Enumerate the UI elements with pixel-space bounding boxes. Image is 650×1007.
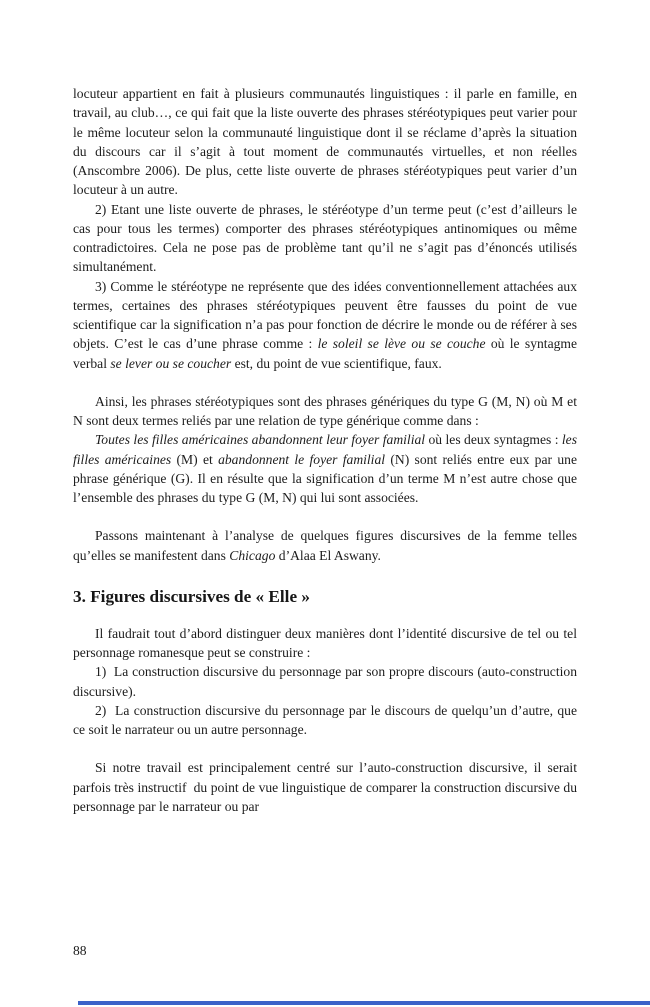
text-segment: d’Alaa El Aswany. [275, 547, 381, 563]
paragraph-point-3 [73, 277, 577, 373]
paragraph-generic-phrases [73, 392, 577, 431]
page-number: 88 [73, 943, 87, 958]
paragraph-continuation [73, 84, 577, 200]
text-segment: où le syntagme verbal [73, 336, 578, 371]
text-segment: (N) sont reliés entre eux par une phrase générique (G). Il en résulte que la signification d’un terme M n’est autre chose que l’ensemble des phrases du type G (M, N) qui lui sont associées. [73, 451, 577, 505]
italic-example: se lever ou se coucher [110, 355, 232, 371]
italic-example: Toutes les filles américaines abandonnent leur foyer familial [95, 432, 426, 448]
text-segment: 1) La construction discursive du personnage par son propre discours (auto-construction discursive). [73, 664, 577, 699]
text-segment: locuteur appartient en fait à plusieurs communautés linguistiques : il parle en famille, en travail, au club…, ce qui fait que la liste ouverte des phrases stéréotypiques peut varier pour le même locuteur selon la communauté linguistique dont il se réclame d’après la situation du discours car il s’agit à tout moment de communautés virtuelles, et non réelles (Anscombre 2006). De plus, cette liste ouverte de phrases stéréotypiques peut varier d’un locuteur à un autre. [73, 86, 577, 198]
text-segment: 3) Comme le stéréotype ne représente que des idées conventionnellement attachées aux termes, certaines des phrases stéréotypiques peuvent être fausses du point de vue scientifique car la signification n’a pas pour fonction de décrire le monde ou de référer à ses objets. C’est le cas d’une phrase comme : [73, 278, 577, 352]
paragraph-two-manners [73, 624, 577, 663]
paragraph-example-sentence [73, 430, 577, 507]
italic-example: abandonnent le foyer familial [218, 451, 386, 467]
paragraph-point-2 [73, 200, 577, 277]
text-segment: Si notre travail est principalement centré sur l’auto-construction discursive, il serait parfois très instructif du point de vue linguistique de comparer la construction discursive du personnage par le narrateur ou par [73, 760, 577, 814]
blank-line [73, 373, 577, 392]
text-segment: Passons maintenant à l’analyse de quelques figures discursives de la femme telles qu’elles se manifestent dans [73, 528, 577, 563]
text-block [73, 84, 577, 816]
book-title: Chicago [229, 547, 276, 563]
text-segment: 2) La construction discursive du personnage par le discours de quelqu’un d’autre, que ce soit le narrateur ou un autre personnage. [73, 702, 577, 737]
italic-example: les filles américaines [73, 432, 577, 467]
text-segment: est, du point de vue scientifique, faux. [231, 355, 442, 371]
italic-example: le soleil se lève ou se couche [317, 336, 486, 352]
bottom-accent-line [78, 1001, 650, 1005]
paragraph-transition [73, 526, 577, 565]
text-segment: (M) et [171, 451, 219, 467]
text-segment: où les deux syntagmes : [425, 432, 562, 448]
list-item-2 [73, 701, 577, 740]
section-heading: 3. Figures discursives de « Elle » [73, 586, 310, 606]
blank-line [73, 507, 577, 526]
list-item-1 [73, 662, 577, 701]
text-segment: 2) Etant une liste ouverte de phrases, le stéréotype d’un terme peut (c’est d’ailleurs le cas pour tous les termes) comporter des phrases stéréotypiques antinomiques ou même contradictoires. Cela ne pose pas de problème tant qu’il ne s’agit pas d’énoncés utilisés simultanément. [73, 201, 577, 275]
text-segment: Il faudrait tout d’abord distinguer deux manières dont l’identité discursive de tel ou tel personnage romanesque peut se construire : [73, 625, 577, 660]
paragraph-closing [73, 758, 577, 816]
text-segment: Ainsi, les phrases stéréotypiques sont des phrases génériques du type G (M, N) où M et N sont deux termes reliés par une relation de type générique comme dans : [73, 393, 577, 428]
blank-line [73, 739, 577, 758]
